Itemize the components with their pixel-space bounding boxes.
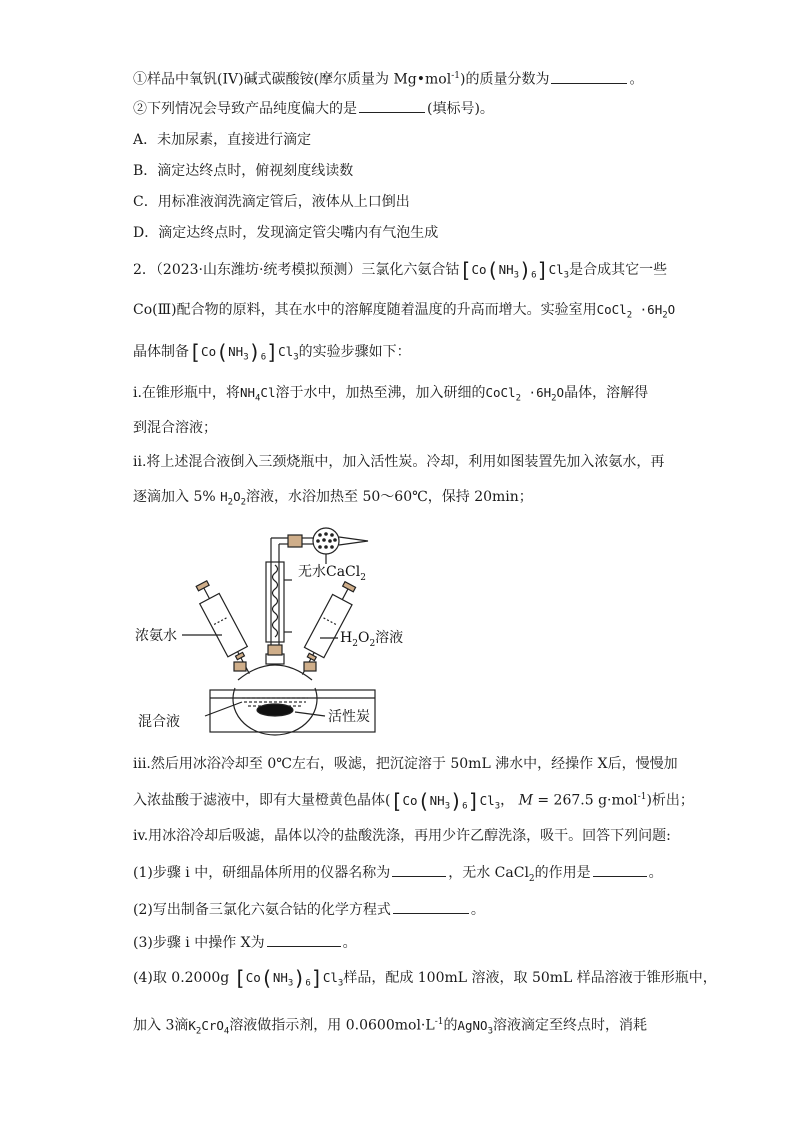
formula-nh4cl: $NH_4Cl$ [239,385,276,404]
option-c: C．用标准液润洗滴定管后，液体从上口倒出 [133,194,410,210]
reflux-condenser [266,562,284,642]
question-3: (3)步骤 i 中操作 X为 。 [133,932,357,953]
step3-line2: 入浓盐酸于滤液中，即有大量橙黄色晶体($[Co(NH_3)_6]Cl_3$， M = 267.5 g·mol$^{-1}$)析出； [133,788,694,813]
label-h2o2: $H_2O_2$溶液 [340,630,404,649]
answer-blank[interactable] [359,98,425,113]
label-carbon: 活性炭 [328,709,370,725]
formula-complex: $[Co(NH_3)_6]Cl_3$ [459,258,570,282]
q2-intro-line1: 2．（2023·山东潍坊·统考模拟预测）三氯化六氨合钴$[Co(NH_3)_6]Cl_3$是合成其它一些 [133,258,668,282]
step4-line: iv.用冰浴冷却后吸滤，晶体以冷的盐酸洗涤，再用少许乙醇洗涤，吸干。回答下列问题: [133,828,671,844]
left-dropping-funnel [192,578,259,678]
activated-carbon [257,704,293,716]
option-a: A．未加尿素，直接进行滴定 [133,132,312,148]
step1-line1: i.在锥形瓶中，将$NH_4Cl$溶于水中，加热至沸，加入研细的CoCl$_2$ $\cdot 6H_2O$晶体，溶解得 [133,385,649,404]
question-2: (2)写出制备三氯化六氨合钴的化学方程式 。 [133,899,485,920]
formula-cocl2-hydrate: CoCl$_2$ $\cdot 6H_2O$ [596,302,676,321]
formula-complex: $[Co(NH_3)_6]Cl_3$ [390,788,501,813]
step2-line2: 逐滴加入 5% $H_2O_2$溶液，水浴加热至 50～60℃，保持 20min； [133,489,533,508]
label-cacl2: 无水CaCl$_2$ [298,564,366,583]
question-1: (1)步骤 i 中，研细晶体所用的仪器名称为 ，无水 CaCl$_2$的作用是 。 [133,862,663,889]
formula-k2cro4: $K_2CrO_4$ [188,1017,230,1037]
option-b: B．滴定达终点时，俯视刻度线读数 [133,163,354,179]
answer-blank[interactable] [551,69,627,84]
question-4-line2: 加入 3滴$K_2CrO_4$溶液做指示剂，用 $0.0600mol\cdot L^{-1}$的AgNO$_3$溶液滴定至终点时，消耗 [133,1017,647,1037]
answer-blank[interactable] [393,899,469,914]
apparatus-diagram [130,520,500,740]
step1-line2: 到混合溶液； [133,420,217,436]
answer-blank[interactable] [593,862,647,877]
step2-line1: ii.将上述混合液倒入三颈烧瓶中，加入活性炭。冷却，利用如图装置先加入浓氨水，再 [133,454,665,470]
q2-intro-line2: Co(Ⅲ)配合物的原料，其在水中的溶解度随着温度的升高而增大。实验室用CoCl$_2$ $\cdot 6H_2O$ [133,302,676,321]
formula-complex: $[Co(NH_3)_6]Cl_3$ [189,340,299,364]
formula-h2o2: $H_2O_2$ [220,489,247,508]
label-mixture: 混合液 [138,714,180,730]
q2-intro-line3: 晶体制备$[Co(NH_3)_6]Cl_3$的实验步骤如下： [133,340,411,364]
answer-blank[interactable] [267,932,341,947]
formula-cocl2-hydrate: CoCl$_2$ $\cdot 6H_2O$ [485,385,565,404]
formula-complex: $[Co(NH_3)_6]Cl_3$ [233,966,344,990]
answer-blank[interactable] [392,862,446,877]
question-4-line1: (4)取 0.2000g $[Co(NH_3)_6]Cl_3$样品，配成 100mL 溶液，取 50mL 样品溶液于锥形瓶中， [133,966,717,990]
step3-line1: iii.然后用冰浴冷却至 0℃左右，吸滤，把沉淀溶于 50mL 沸水中，经操作 X后，慢慢加 [133,756,678,772]
formula-agno3: AgNO$_3$ [457,1017,493,1037]
option-d: D．滴定达终点时，发现滴定管尖嘴内有气泡生成 [133,225,439,241]
q1-sub2: ②下列情况会导致产品纯度偏大的是 (填标号)。 [133,98,494,119]
label-ammonia: 浓氨水 [135,628,177,644]
q1-sub1: ①样品中氧钒(IV)碱式碳酸铵(摩尔质量为 Mg•mol$^{-1}$)的质量分数为 。 [133,66,643,90]
